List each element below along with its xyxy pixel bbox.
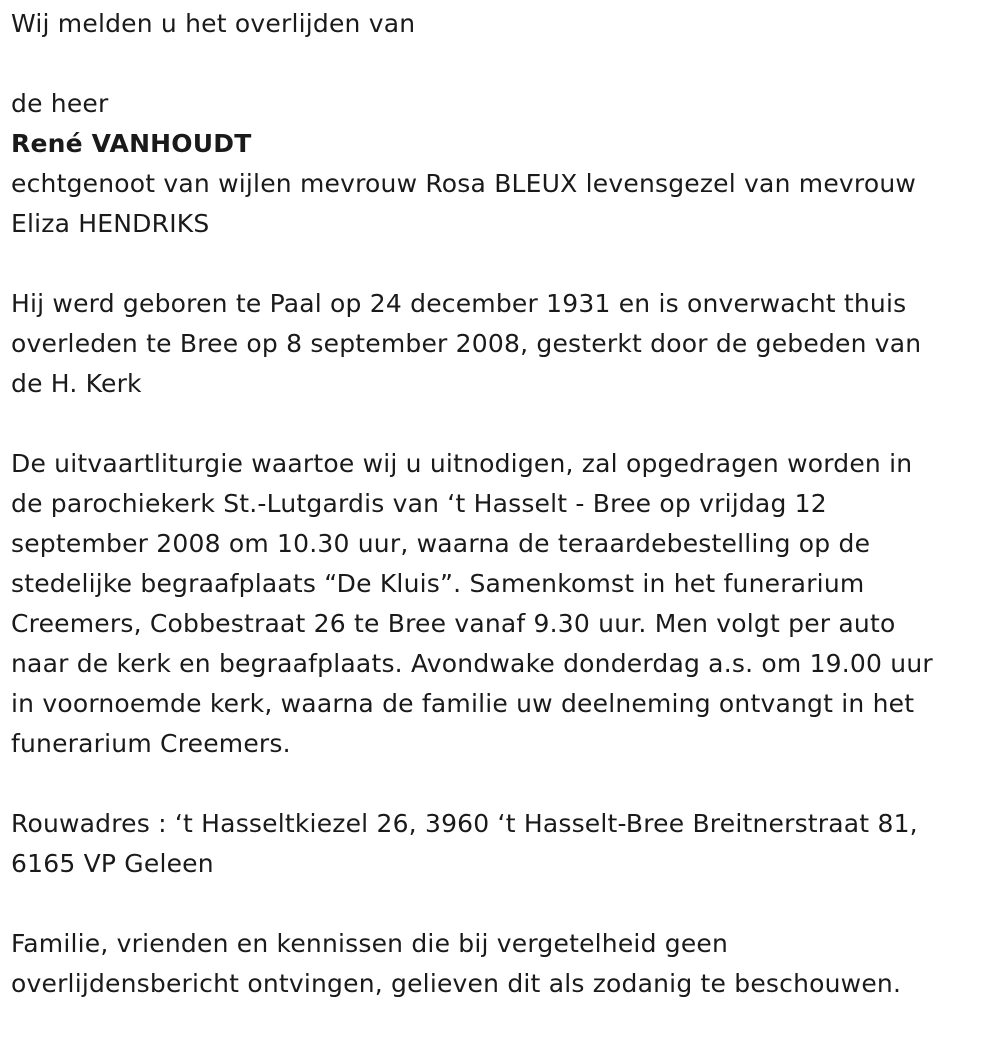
funeral-line: in voornoemde kerk, waarna de familie uw deelneming ontvangt in het xyxy=(11,689,915,718)
address-line: 6165 VP Geleen xyxy=(11,849,214,878)
funeral-line: de parochiekerk St.-Lutgardis van ‘t Hasselt - Bree op vrijdag 12 xyxy=(11,489,827,518)
birth-death-line: Hij werd geboren te Paal op 24 december 1931 en is onverwacht thuis xyxy=(11,289,907,318)
funeral-line: september 2008 om 10.30 uur, waarna de teraardebestelling op de xyxy=(11,529,871,558)
spacer xyxy=(11,404,986,444)
intro-text: Wij melden u het overlijden van xyxy=(11,9,416,38)
funeral-line: funerarium Creemers. xyxy=(11,729,291,758)
spacer xyxy=(11,764,986,804)
closing-line: Familie, vrienden en kennissen die bij vergetelheid geen xyxy=(11,929,729,958)
spacer xyxy=(11,244,986,284)
birth-death-line: de H. Kerk xyxy=(11,369,142,398)
funeral-line: naar de kerk en begraafplaats. Avondwake donderdag a.s. om 19.00 uur xyxy=(11,649,933,678)
address-line: Rouwadres : ‘t Hasseltkiezel 26, 3960 ‘t Hasselt-Bree Breitnerstraat 81, xyxy=(11,809,918,838)
deceased-name: René VANHOUDT xyxy=(11,129,252,158)
birth-death-line: overleden te Bree op 8 september 2008, gesterkt door de gebeden van xyxy=(11,329,922,358)
funeral-line: stedelijke begraafplaats “De Kluis”. Samenkomst in het funerarium xyxy=(11,569,865,598)
closing-line: overlijdensbericht ontvingen, gelieven dit als zodanig te beschouwen. xyxy=(11,969,902,998)
death-notice xyxy=(11,4,986,1004)
spacer xyxy=(11,44,986,84)
relation-line: echtgenoot van wijlen mevrouw Rosa BLEUX levensgezel van mevrouw xyxy=(11,169,917,198)
relation-line: Eliza HENDRIKS xyxy=(11,209,210,238)
spacer xyxy=(11,884,986,924)
funeral-line: Creemers, Cobbestraat 26 te Bree vanaf 9.30 uur. Men volgt per auto xyxy=(11,609,896,638)
funeral-line: De uitvaartliturgie waartoe wij u uitnodigen, zal opgedragen worden in xyxy=(11,449,913,478)
salutation-text: de heer xyxy=(11,89,109,118)
